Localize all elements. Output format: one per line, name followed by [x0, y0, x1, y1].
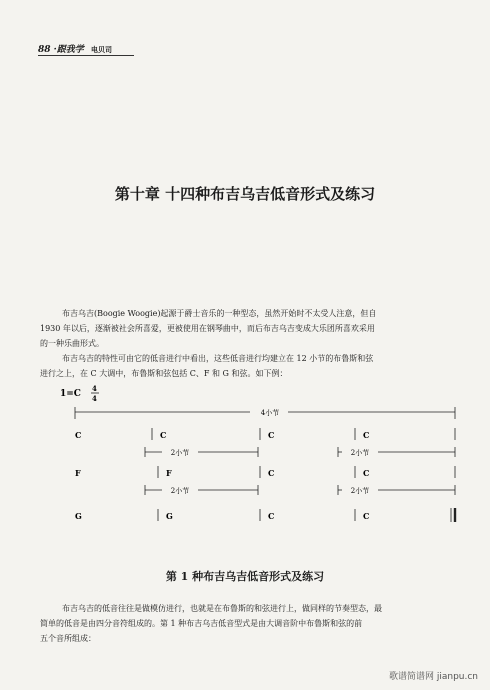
intro-line: 布吉乌吉(Boogie Woogie)起源于爵士音乐的一种型态，虽然开始时不太受人注意，但自 — [62, 309, 377, 318]
intro-line: 进行之上，在 C 大调中，布鲁斯和弦包括 C、F 和 G 和弦。如下例： — [40, 369, 288, 378]
time-signature-bottom: 4 — [92, 394, 97, 403]
intro-line: 的一种乐曲形式。 — [40, 339, 104, 348]
page-number: 88 — [38, 45, 51, 55]
chord-symbol: C — [363, 511, 370, 521]
span-label-2: 2小节 — [170, 449, 190, 457]
span-label-4: 4小节 — [260, 409, 280, 417]
section-title: 第 1 种布吉乌吉低音形式及练习 — [165, 570, 325, 583]
section-line: 简单的低音是由四分音符组成的。第 1 种布吉乌吉低音型式是由大调音阶中布鲁斯和弦的前 — [40, 619, 363, 628]
chapter-title: 第十章 十四种布吉乌吉低音形式及练习 — [114, 185, 376, 203]
chord-symbol: C — [363, 468, 370, 478]
section-line: 布吉乌吉的低音往往是做模仿进行，也就是在布鲁斯的和弦进行上，做同样的节奏型态，最 — [62, 604, 382, 613]
book-title: ·跟我学 — [53, 45, 84, 55]
publisher-label: 电贝司 — [90, 45, 112, 54]
score-row-1 — [75, 428, 455, 440]
intro-line: 1930 年以后，逐渐被社会所喜爱，更被使用在钢琴曲中，而后布吉乌吉变成大乐团所喜欢采用 — [40, 324, 375, 333]
key-signature: 1=C — [60, 389, 81, 399]
watermark: 歌谱简谱网 jianpu.cn — [388, 672, 478, 682]
score-row-2 — [75, 466, 455, 478]
chord-symbol: C — [363, 430, 370, 440]
chord-symbol: G — [75, 511, 82, 521]
score-row-3 — [75, 508, 455, 522]
chord-symbol: C — [75, 430, 82, 440]
two-bar-spans-b — [145, 485, 455, 495]
span-label-2: 2小节 — [350, 449, 370, 457]
chord-symbol: C — [268, 468, 275, 478]
chord-symbol: F — [75, 468, 81, 478]
chord-symbol: C — [268, 430, 275, 440]
section-line: 五个音所组成： — [40, 634, 96, 643]
chord-symbol: G — [166, 511, 173, 521]
span-label-2: 2小节 — [170, 487, 190, 495]
intro-line: 布吉乌吉的特性可由它的低音进行中看出，这些低音进行均建立在 12 小节的布鲁斯和弦 — [62, 354, 374, 363]
time-signature-top: 4 — [92, 384, 97, 393]
chord-symbol: F — [166, 468, 172, 478]
span-label-2: 2小节 — [350, 487, 370, 495]
four-bar-span — [75, 407, 455, 419]
chord-symbol: C — [268, 511, 275, 521]
two-bar-spans-a — [145, 447, 455, 457]
chord-symbol: C — [160, 430, 167, 440]
